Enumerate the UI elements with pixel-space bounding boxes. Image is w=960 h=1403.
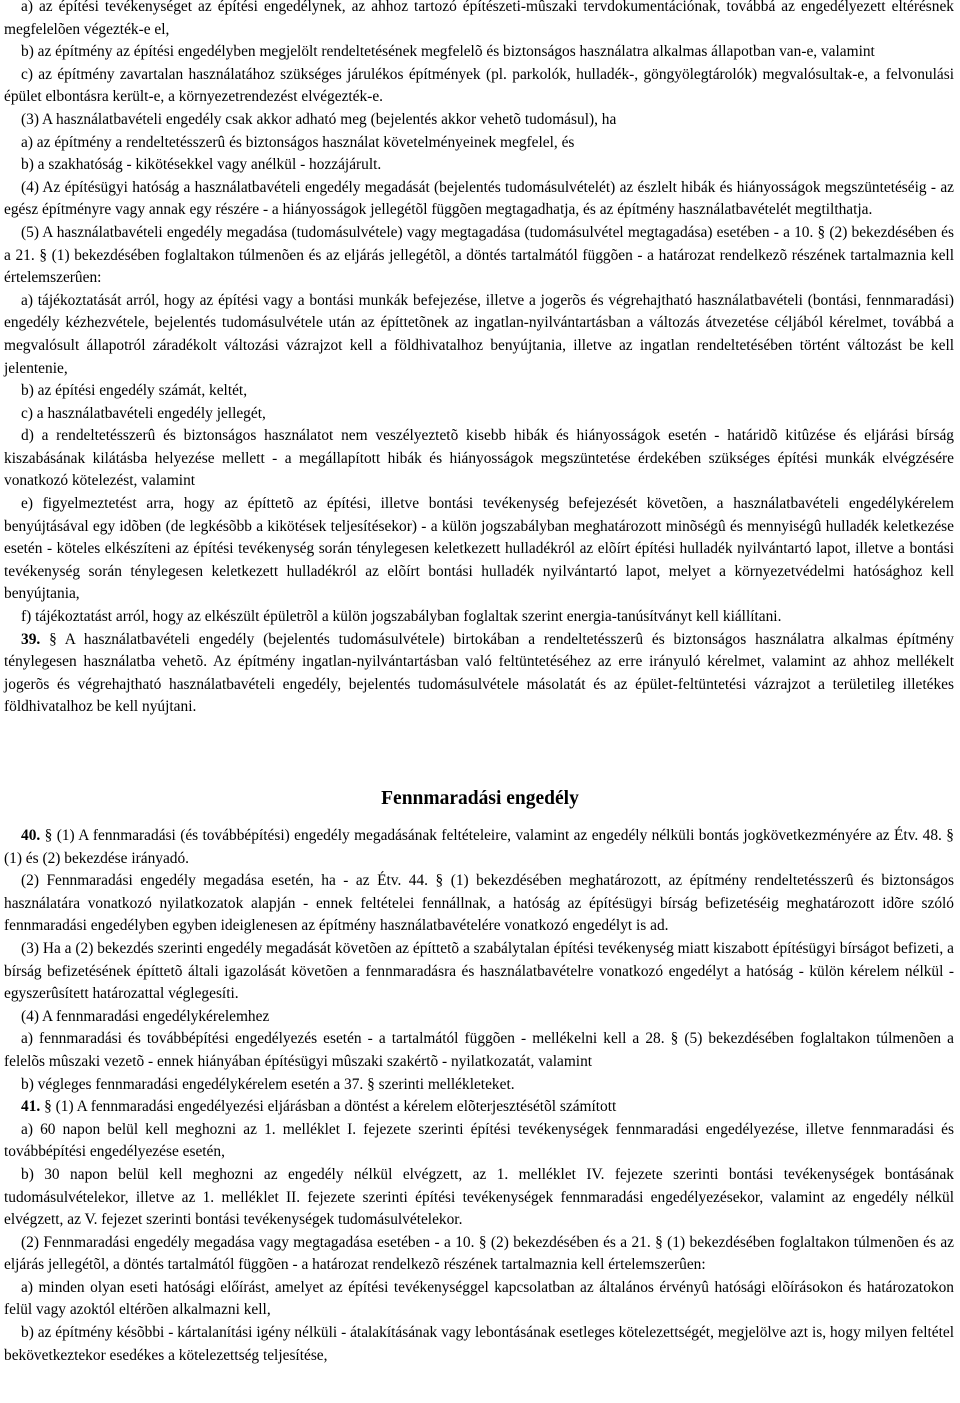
paragraph: a) fennmaradási és továbbépítési engedélyezés esetén - a tartalmától függõen - mellékelni kell a 28. § (5) bekezdésében foglaltakon túlmenõen a felelõs mûszaki vezetõ - ennek hiányában építésügyi mûszaki szakértõ - nyilatkozatát, valamint [4,1030,954,1070]
section-number: 40. [21,827,41,844]
paragraph: e) figyelmeztetést arra, hogy az építtetõ az építési, illetve bontási tevékenység befejezését követõen, a használatbavételi engedélykérelem benyújtásával egy idõben (de legkésõbb a kikötések teljesítésekor) - a külön jogszabályban meghatározott minõségû és mennyiségû hulladék keletkezése esetén - köteles elkészíteni az építési tevékenység során ténylegesen keletkezett hulladékról az elõírt építési hulladék nyilvántartó lapot, illetve a bontási tevékenység során ténylegesen keletkezett hulladékról az elõírt bontási hulladék nyilvántartó lapot, melyet a környezetvédelmi hatósághoz kell benyújtania, [4,495,954,603]
section-heading: Fennmaradási engedély [381,788,579,809]
paragraph: (3) Ha a (2) bekezdés szerinti engedély megadását követõen az építtetõ a szabálytalan építési tevékenység miatt kiszabott építésügyi bírságot befizeti, a bírság befizetésének építtetõ általi igazolását követõen a fennmaradásra és használatbavételre vonatkozó engedélyt a hatóság - külön kérelem nélkül - egyszerûsített határozattal véglegesíti. [4,939,954,1003]
section-number: 41. [21,1098,41,1116]
paragraph: b) 30 napon belül kell meghozni az engedély nélkül elvégzett, az 1. melléklet IV. fejezete szerinti bontási tevékenységek bontásának tudomásulvételekor, illetve az 1. melléklet II. fejezete szerinti építési tevékenységek fennmaradási engedélyezésekor, valamint az engedély nélkül elvégzett, az V. fejezet szerinti bontási tevékenységek tudomásulvételekor. [4,1165,954,1229]
paragraph: b) a szakhatóság - kikötésekkel vagy anélkül - hozzájárult. [21,156,382,174]
section-text: § (1) A fennmaradási engedélyezési eljárásban a döntést a kérelem elõterjesztésétõl számított [40,1098,617,1116]
paragraph: (2) Fennmaradási engedély megadása esetén, ha - az Étv. 44. § (1) bekezdésében meghatározott, az építmény rendeltetésszerû és biztonságos használatára vonatkozó nyilatkozatok alapján - ennek feltételei fennállnak, a hatóság az építésügyi bírság befizetéséig meghatározott idõre szóló fennmaradási engedélyben egyben ideiglenesen az építmény használatbavételére vonatkozó engedélyt is ad. [4,872,954,935]
section-use-permit-text [4,0,954,719]
paragraph: a) az építmény a rendeltetésszerû és biztonságos használat követelményeinek megfelel, és [21,133,575,151]
paragraph: b) az építmény az építési engedélyben megjelölt rendeltetésének megfelelõ és biztonságos használatra alkalmas állapotban van-e, valamint [21,43,875,61]
section-retention-permit-text [4,825,954,1367]
paragraph: a) az építési tevékenységet az építési engedélynek, az ahhoz tartozó építészeti-mûszaki tervdokumentációnak, továbbá az engedélyezett eltérésnek megfelelõen végezték-e el, [4,0,954,38]
paragraph: (4) Az építésügyi hatóság a használatbavételi engedély megadását (bejelentés tudomásulvételét) az észlelt hibák és hiányosságok megszüntetéséig - az egész építményre vagy annak egy részére - a hiányosságok jellegétõl függõen megtagadhatja, és az építmény használatbavételét megtilthatja. [4,178,954,219]
section-41-paragraph [4,1096,954,1119]
paragraph: b) az építmény késõbbi - kártalanítási igény nélküli - átalakításának vagy lebontásának esetleges kötelezettségét, megjelölve azt is, hogy milyen feltétel bekövetkeztekor esedékes a kötelezettség teljesítése, [4,1324,954,1364]
paragraph: c) a használatbavételi engedély jellegét, [21,404,266,422]
paragraph: d) a rendeltetésszerû és biztonságos használatot nem veszélyeztetõ kisebb hibák és hiányosságok esetén - határidõ kitûzése és eljárási bírság kiszabásának kilátásba helyezése mellett - a megállapított hibák és hiányosságok megszüntetése érdekében szükséges építési munkák elvégzésére vonatkozó kötelezést, valamint [4,427,954,490]
section-text: § A használatbavételi engedély (bejelentés tudomásulvétele) birtokában a rendeltetésszerû és biztonságos használatra alkalmas építmény ténylegesen használatba vehetõ. Az építmény ingatlan-nyilvántartásban való feltüntetéséhez az erre irányuló kérelmet, valamint az ahhoz mellékelt jogerõs és végrehajtható használatbavételi engedély, bejelentés tudomásulvétele másolatát és az épület-feltüntetési vázrajzot a területileg illetékes földhivatalhoz be kell nyújtani. [4,630,954,716]
paragraph: (4) A fennmaradási engedélykérelemhez [21,1007,270,1025]
section-40-paragraph [4,825,954,870]
paragraph: b) végleges fennmaradási engedélykérelem esetén a 37. § szerinti mellékleteket. [21,1075,515,1093]
paragraph: b) az építési engedély számát, keltét, [21,382,248,400]
paragraph: (3) A használatbavételi engedély csak akkor adható meg (bejelentés akkor vehetõ tudomásul), ha [21,110,617,128]
section-text: § (1) A fennmaradási (és továbbépítési) engedély megadásának feltételeire, valamint az engedély nélküli bontás jogkövetkezményére az Étv. 48. § (1) és (2) bekezdése irányadó. [4,827,954,867]
paragraph: f) tájékoztatást arról, hogy az elkészült épületrõl a külön jogszabályban foglaltak szerint energia-tanúsítványt kell kiállítani. [21,608,782,626]
section-number: 39. [21,630,41,648]
paragraph: a) tájékoztatását arról, hogy az építési vagy a bontási munkák befejezése, illetve a jogerõs és végrehajtható használatbavételi (bontási, fennmaradási) engedély kézhezvétele, bejelentés tudomásulvétele után az építtetõnek az ingatlan-nyilvántartásban a változás átvezetése céljából kérelmet, továbbá a megvalósult állapotról záradékolt változási vázrajzot kell a földhivatalhoz benyújtania, illetve az ingatlan rendeltetésében történt változást be kell jelentenie, [4,291,954,377]
paragraph: c) az építmény zavartalan használatához szükséges járulékos építmények (pl. parkolók, hulladék-, göngyölegtárolók) megvalósultak-e, a felvonulási épület elbontásra került-e, a környezetrendezést elvégezték-e. [4,65,954,106]
paragraph: a) 60 napon belül kell meghozni az 1. melléklet I. fejezete szerinti építési tevékenységek fennmaradási engedélyezése, illetve fennmaradási és továbbépítési engedélyezése esetén, [4,1120,954,1161]
paragraph: (2) Fennmaradási engedély megadása vagy megtagadása esetében - a 10. § (2) bekezdésében és a 21. § (1) bekezdésében foglaltakon túlmenõen és az eljárás jellegétõl, a döntés tartalmától függõen - a határozat rendelkezõ részének tartalmaznia kell értelemszerûen: [4,1233,954,1274]
section-39-paragraph [4,629,954,719]
paragraph: a) minden olyan eseti hatósági előírást, amelyet az építési tevékenységgel kapcsolatban az általános érvényû hatósági elõírásokon és határozatokon felül vagy azoktól eltérõen alkalmazni kell, [4,1278,954,1319]
paragraph: (5) A használatbavételi engedély megadása (tudomásulvétele) vagy megtagadása (tudomásulvétel megtagadása) esetében - a 10. § (2) bekezdésében és a 21. § (1) bekezdésében foglaltakon túlmenõen és az eljárás jellegétõl, a döntés tartalmától függõen - a határozat rendelkezõ részének tartalmaznia kell értelemszerûen: [4,223,954,287]
